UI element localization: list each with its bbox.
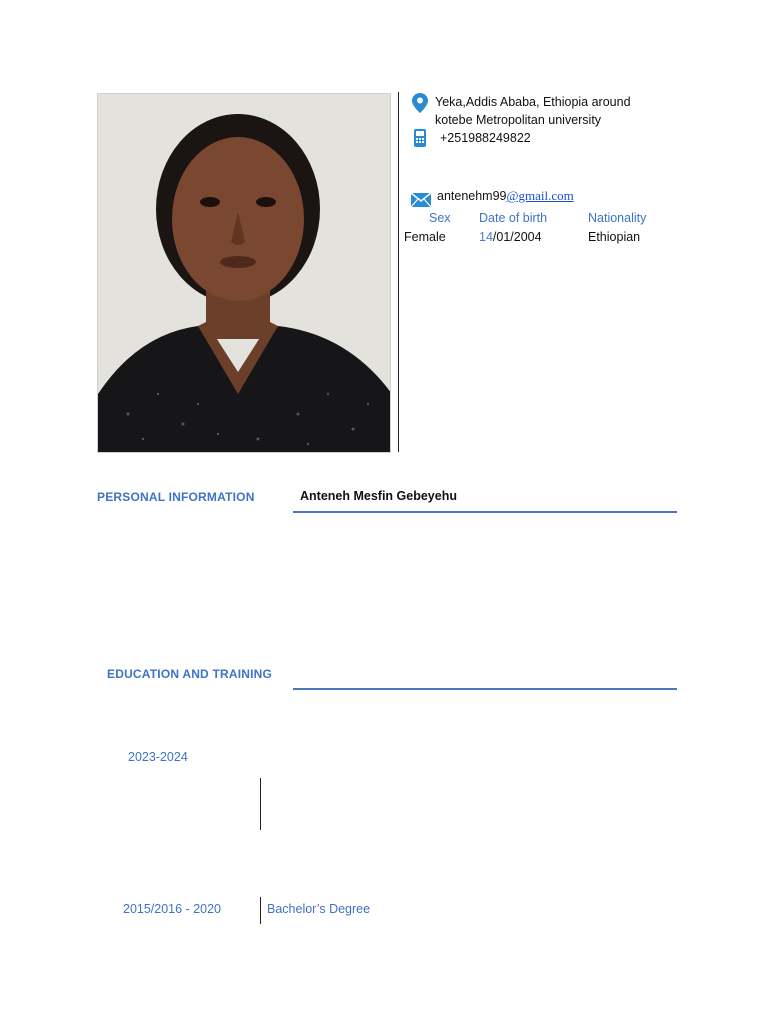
dob-day: 14 — [479, 230, 493, 244]
phone-icon — [413, 129, 427, 147]
envelope-icon — [411, 193, 431, 207]
education-divider-1 — [260, 778, 261, 830]
email-user: antenehm99 — [437, 189, 507, 203]
location-icon-wrap — [412, 93, 428, 118]
education-divider-2 — [260, 897, 261, 924]
education-period-1: 2023-2024 — [128, 750, 188, 764]
email-icon-wrap — [411, 193, 431, 212]
address-line-2: kotebe Metropolitan university — [435, 113, 602, 127]
profile-photo — [97, 93, 391, 453]
phone-number: +251988249822 — [440, 131, 531, 145]
full-name: Anteneh Mesfin Gebeyehu — [300, 489, 457, 503]
location-pin-icon — [412, 93, 428, 113]
portrait-illustration — [98, 94, 391, 453]
address-line-1: Yeka,Addis Ababa, Ethiopia around — [435, 95, 631, 109]
phone-icon-wrap — [413, 129, 427, 152]
email[interactable] — [437, 187, 574, 205]
personal-info-heading: PERSONAL INFORMATION — [97, 490, 255, 504]
dob-label: Date of birth — [479, 211, 548, 225]
education-rule — [293, 688, 677, 690]
email-domain-link[interactable]: @gmail.com — [506, 188, 574, 203]
dob-value — [479, 228, 542, 246]
address — [435, 93, 631, 129]
education-period-2: 2015/2016 - 2020 — [123, 902, 222, 916]
personal-info-rule — [293, 511, 677, 513]
sex-value: Female — [404, 230, 446, 244]
education-heading: EDUCATION AND TRAINING — [107, 667, 273, 681]
nationality-value: Ethiopian — [588, 230, 641, 244]
nationality-label: Nationality — [588, 211, 647, 225]
education-title-2: Bachelor’s Degree — [267, 902, 371, 916]
dob-rest: /01/2004 — [492, 230, 542, 244]
header-divider — [398, 92, 399, 452]
sex-label: Sex — [429, 211, 451, 225]
